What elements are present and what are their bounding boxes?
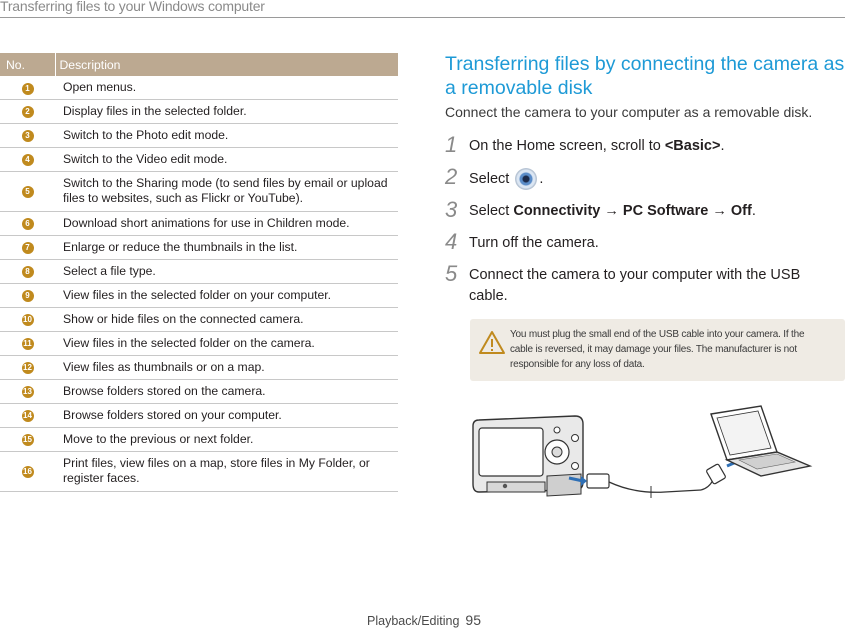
table-row <box>0 355 398 379</box>
note-text: You must plug the small end of the USB cable into your camera. If the cable is reversed, it may damage your files. The manufacturer is not responsible for any loss of data. <box>510 329 805 370</box>
warning-icon <box>478 330 506 356</box>
header-title: Transferring files to your Windows computer <box>0 0 265 14</box>
row-description: Select a file type. <box>55 259 398 283</box>
column-header-no: No. <box>0 53 55 76</box>
row-description: Display files in the selected folder. <box>55 99 398 123</box>
row-description: Download short animations for use in Children mode. <box>55 211 398 235</box>
table-row <box>0 403 398 427</box>
row-description: Browse folders stored on the camera. <box>55 379 398 403</box>
off-label: Off <box>730 203 752 219</box>
column-header-description: Description <box>55 53 398 76</box>
page-header <box>0 0 845 18</box>
number-badge: 7 <box>22 242 34 254</box>
row-description: View files in the selected folder on the camera. <box>55 331 398 355</box>
laptop-image <box>711 406 810 476</box>
number-badge: 15 <box>23 435 32 445</box>
table-row <box>0 259 398 283</box>
number-badge: 10 <box>23 315 32 325</box>
number-badge: 6 <box>22 218 34 230</box>
row-description: Switch to the Video edit mode. <box>55 147 398 171</box>
number-badge: 12 <box>23 363 32 373</box>
table-row <box>0 235 398 259</box>
number-badge: 3 <box>22 130 34 142</box>
row-description: Switch to the Sharing mode (to send files by email or upload files to websites, such as Flickr or YouTube). <box>55 171 398 211</box>
arrow-2: → <box>708 203 731 219</box>
table-row <box>0 379 398 403</box>
table-row <box>0 307 398 331</box>
number-badge: 14 <box>23 411 32 421</box>
page-footer <box>367 612 481 628</box>
caution-note <box>470 319 845 381</box>
camera-usb-illustration <box>465 404 845 504</box>
settings-icon <box>515 168 537 190</box>
section-title: Transferring files by connecting the camera as a removable disk <box>445 53 845 99</box>
row-description: Print files, view files on a map, store files in My Folder, or register faces. <box>55 451 398 491</box>
step-text: Turn off the camera. <box>469 235 599 251</box>
step-text: Connect the camera to your computer with the USB cable. <box>469 267 801 304</box>
table-row <box>0 76 398 99</box>
number-badge: 1 <box>22 83 34 95</box>
row-description: Browse folders stored on your computer. <box>55 403 398 427</box>
basic-menu-label: <Basic> <box>664 138 721 154</box>
number-badge: 16 <box>23 467 32 477</box>
number-badge: 2 <box>22 106 34 118</box>
step-number: 1 <box>445 132 458 157</box>
number-badge: 5 <box>22 186 34 198</box>
pc-software-label: PC Software <box>622 203 709 219</box>
number-badge: 9 <box>22 290 34 302</box>
step-text-end: . <box>539 170 544 187</box>
number-badge: 4 <box>22 154 34 166</box>
page-number: 95 <box>465 612 481 628</box>
row-description: View files in the selected folder on your computer. <box>55 283 398 307</box>
footer-label: Playback/Editing <box>367 614 460 628</box>
row-description: Open menus. <box>55 76 398 99</box>
section-intro: Connect the camera to your computer as a removable disk. <box>445 104 813 120</box>
row-description: Enlarge or reduce the thumbnails in the list. <box>55 235 398 259</box>
connectivity-label: Connectivity <box>513 203 601 219</box>
table-row <box>0 211 398 235</box>
step-number: 5 <box>445 261 458 286</box>
table-header-row <box>0 53 398 76</box>
table-row <box>0 331 398 355</box>
table-row <box>0 171 398 211</box>
description-table <box>0 53 398 492</box>
table-row <box>0 147 398 171</box>
step-text-end: . <box>720 138 725 154</box>
step-number: 2 <box>445 164 458 189</box>
step-number: 4 <box>445 229 458 254</box>
table-row <box>0 123 398 147</box>
step-text: Select <box>469 170 514 187</box>
number-badge: 8 <box>22 266 34 278</box>
number-badge: 11 <box>23 339 32 349</box>
table-row <box>0 283 398 307</box>
step-text: Select <box>469 203 514 219</box>
table-row <box>0 451 398 491</box>
usb-cable <box>569 456 745 498</box>
table-row <box>0 99 398 123</box>
step-number: 3 <box>445 197 458 222</box>
row-description: Switch to the Photo edit mode. <box>55 123 398 147</box>
row-description: View files as thumbnails or on a map. <box>55 355 398 379</box>
step-text: On the Home screen, scroll to <box>469 138 665 154</box>
removable-disk-section <box>445 52 845 120</box>
step-text-end: . <box>751 203 756 219</box>
row-description: Move to the previous or next folder. <box>55 427 398 451</box>
table-row <box>0 427 398 451</box>
row-description: Show or hide files on the connected camera. <box>55 307 398 331</box>
number-badge: 13 <box>23 387 32 397</box>
arrow-1: → <box>600 203 623 219</box>
camera-image <box>473 416 583 496</box>
